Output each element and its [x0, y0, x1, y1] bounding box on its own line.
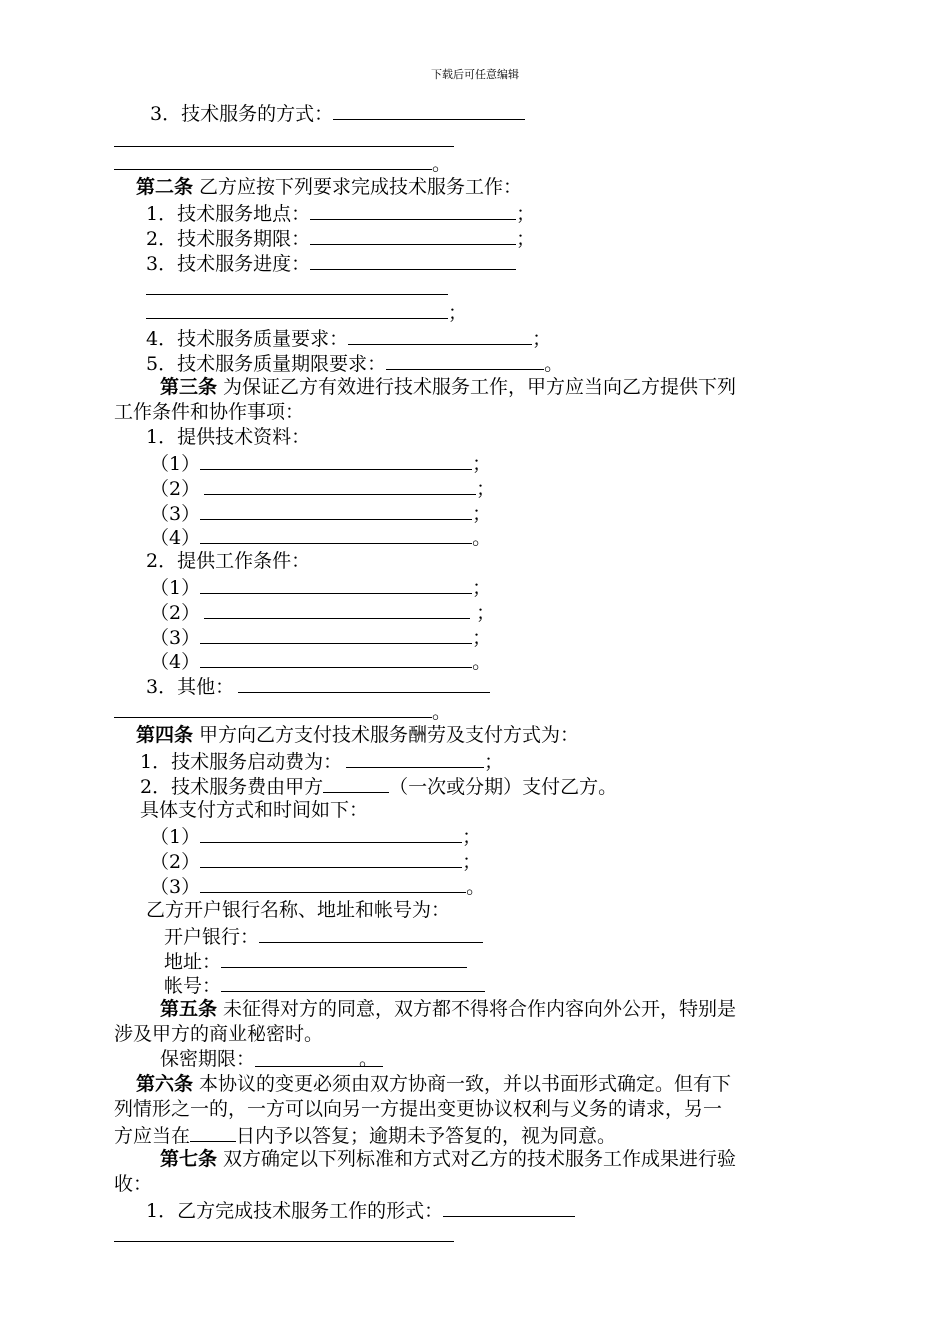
blank-field[interactable]: [348, 325, 532, 345]
blank-field[interactable]: [200, 574, 472, 594]
blank-field[interactable]: [114, 698, 432, 718]
list-item: （2） ；: [150, 475, 495, 501]
blank-field[interactable]: [310, 200, 516, 220]
blank-field[interactable]: [346, 748, 484, 768]
blank-line[interactable]: [114, 146, 454, 147]
bank-account-field: 帐号：: [164, 972, 485, 998]
blank-line-end: ；: [146, 299, 467, 325]
item-fee-payment: 2．技术服务费由甲方 （一次或分期）支付乙方。: [140, 773, 617, 799]
blank-field[interactable]: [310, 250, 516, 270]
blank-field[interactable]: 。: [255, 1047, 383, 1067]
article-7-cont: 收：: [114, 1173, 153, 1195]
article-6-days: 方应当在 日内予以答复；逾期未予答复的，视为同意。: [114, 1122, 616, 1148]
item-other: 3．其他：: [146, 673, 490, 699]
blank-field[interactable]: [200, 524, 472, 544]
item-startup-fee: 1．技术服务启动费为： ；: [140, 748, 503, 774]
list-item: （1） ；: [150, 450, 491, 476]
confidentiality-period: 保密期限： 。: [160, 1047, 383, 1071]
blank-field[interactable]: [443, 1197, 575, 1217]
item-service-period: 2．技术服务期限： ；: [146, 225, 535, 251]
bank-info-label: 乙方开户银行名称、地址和帐号为：: [146, 899, 451, 921]
blank-line-end: 。: [114, 698, 451, 724]
blank-field[interactable]: [200, 848, 462, 868]
blank-field[interactable]: [114, 150, 432, 170]
article-6-heading: 第六条 本协议的变更必须由双方协商一致，并以书面形式确定。但有下: [136, 1073, 732, 1095]
blank-field[interactable]: [386, 350, 544, 370]
list-item: （2） ；: [150, 848, 481, 874]
article-7-heading: 第七条 双方确定以下列标准和方式对乙方的技术服务工作成果进行验: [160, 1148, 737, 1170]
bank-address-field: 地址：: [164, 948, 467, 974]
blank-line[interactable]: [114, 1241, 454, 1242]
blank-field[interactable]: [146, 299, 448, 319]
blank-field[interactable]: [259, 923, 483, 943]
blank-field[interactable]: [238, 673, 490, 693]
blank-field[interactable]: [200, 823, 462, 843]
blank-field[interactable]: [204, 475, 476, 495]
blank-field[interactable]: [200, 450, 472, 470]
blank-field[interactable]: [200, 873, 466, 893]
blank-field[interactable]: [333, 100, 525, 120]
blank-field[interactable]: [190, 1122, 236, 1142]
article-5-heading: 第五条 未征得对方的同意，双方都不得将合作内容向外公开，特别是: [160, 998, 737, 1020]
blank-field[interactable]: [323, 773, 389, 793]
blank-field[interactable]: [310, 225, 516, 245]
list-item: （1） ；: [150, 823, 481, 849]
blank-field[interactable]: [221, 972, 485, 992]
article-4-heading: 第四条 甲方向乙方支付技术服务酬劳及支付方式为：: [136, 724, 580, 746]
item-quality-req: 4．技术服务质量要求： ；: [146, 325, 551, 351]
item-provide-materials: 1．提供技术资料：: [146, 426, 311, 448]
list-item: （3） ；: [150, 624, 491, 650]
page-header: 下载后可任意编辑: [431, 68, 519, 81]
list-item: （1） ；: [150, 574, 491, 600]
list-item: （4） 。: [150, 524, 491, 550]
article-6-cont: 列情形之一的，一方可以向另一方提出变更协议权利与义务的请求，另一: [114, 1098, 723, 1120]
item-service-progress: 3．技术服务进度：: [146, 250, 516, 276]
article-2-heading: 第二条 乙方应按下列要求完成技术服务工作：: [136, 176, 523, 198]
bank-name-field: 开户银行：: [164, 923, 483, 949]
item-provide-conditions: 2．提供工作条件：: [146, 550, 311, 572]
item-delivery-form: 1．乙方完成技术服务工作的形式：: [146, 1197, 575, 1223]
blank-field[interactable]: [221, 948, 467, 968]
blank-field[interactable]: [204, 599, 470, 619]
blank-line-end: 。: [114, 150, 451, 176]
blank-field[interactable]: [200, 500, 472, 520]
payment-method-label: 具体支付方式和时间如下：: [140, 799, 369, 821]
item-service-method: 3．技术服务的方式：: [150, 100, 525, 126]
blank-field[interactable]: [200, 648, 472, 668]
blank-field[interactable]: [200, 624, 472, 644]
item-quality-period: 5．技术服务质量期限要求： 。: [146, 350, 563, 376]
list-item: （3） 。: [150, 873, 485, 899]
article-3-cont: 工作条件和协作事项：: [114, 401, 305, 423]
item-service-location: 1．技术服务地点： ；: [146, 200, 535, 226]
list-item: （2） ；: [150, 599, 495, 625]
list-item: （4） 。: [150, 648, 491, 674]
article-3-heading: 第三条 为保证乙方有效进行技术服务工作，甲方应当向乙方提供下列: [160, 376, 737, 398]
article-5-cont: 涉及甲方的商业秘密时。: [114, 1023, 324, 1045]
blank-line[interactable]: [146, 294, 448, 295]
list-item: （3） ；: [150, 500, 491, 526]
